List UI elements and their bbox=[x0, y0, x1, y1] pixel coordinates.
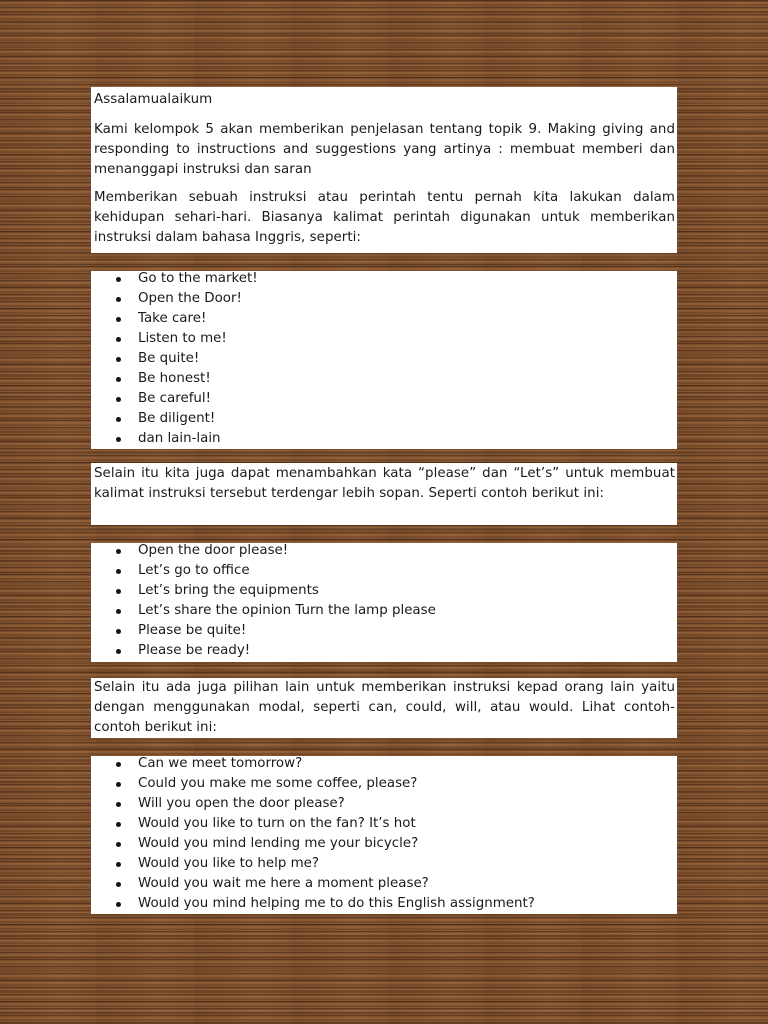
list-item: Open the door please! bbox=[114, 541, 677, 561]
modal-list bbox=[91, 754, 677, 914]
greeting-text: Assalamualaikum bbox=[94, 92, 213, 107]
list-item: Go to the market! bbox=[114, 269, 677, 289]
list-item: Would you wait me here a moment please? bbox=[114, 874, 677, 894]
list-item: Would you mind helping me to do this English assignment? bbox=[114, 894, 677, 914]
please-paragraph: Selain itu kita juga dapat menambahkan kata “please” dan “Let’s” untuk membuat kalimat instruksi tersebut terdengar lebih sopan. Seperti contoh berikut ini: bbox=[94, 466, 675, 501]
list-item: Be diligent! bbox=[114, 409, 677, 429]
modal-paragraph: Selain itu ada juga pilihan lain untuk memberikan instruksi kepad orang lain yaitu dengan menggunakan modal, seperti can, could, will, atau would. Lihat contoh-contoh berikut ini: bbox=[94, 680, 675, 735]
list-item: Could you make me some coffee, please? bbox=[114, 774, 677, 794]
list-item: Would you like to help me? bbox=[114, 854, 677, 874]
list-item: Will you open the door please? bbox=[114, 794, 677, 814]
list-item: Be quite! bbox=[114, 349, 677, 369]
list-item: dan lain-lain bbox=[114, 429, 677, 449]
polite-list-box bbox=[91, 543, 677, 662]
list-item: Be honest! bbox=[114, 369, 677, 389]
command-list bbox=[91, 269, 677, 449]
intro-paragraph-topic: Kami kelompok 5 akan memberikan penjelasan tentang topik 9. Making giving and responding to instructions and suggestions yang artinya : membuat memberi dan menanggapi instruksi dan saran bbox=[94, 122, 675, 177]
list-item: Be careful! bbox=[114, 389, 677, 409]
list-item: Listen to me! bbox=[114, 329, 677, 349]
list-item: Let’s bring the equipments bbox=[114, 581, 677, 601]
list-item: Would you mind lending me your bicycle? bbox=[114, 834, 677, 854]
modal-list-box bbox=[91, 756, 677, 914]
list-item: Please be quite! bbox=[114, 621, 677, 641]
list-item: Would you like to turn on the fan? It’s hot bbox=[114, 814, 677, 834]
list-item: Please be ready! bbox=[114, 641, 677, 661]
intro-box bbox=[91, 87, 677, 253]
list-item: Open the Door! bbox=[114, 289, 677, 309]
polite-list bbox=[91, 541, 677, 661]
list-item: Let’s go to office bbox=[114, 561, 677, 581]
list-item: Can we meet tomorrow? bbox=[114, 754, 677, 774]
intro-paragraph-instruction: Memberikan sebuah instruksi atau perintah tentu pernah kita lakukan dalam kehidupan sehari-hari. Biasanya kalimat perintah digunakan untuk memberikan instruksi dalam bahasa Inggris, seperti: bbox=[94, 190, 675, 245]
modal-paragraph-box bbox=[91, 678, 677, 738]
list-item: Take care! bbox=[114, 309, 677, 329]
command-list-box bbox=[91, 271, 677, 449]
list-item: Let’s share the opinion Turn the lamp please bbox=[114, 601, 677, 621]
please-paragraph-box bbox=[91, 463, 677, 525]
